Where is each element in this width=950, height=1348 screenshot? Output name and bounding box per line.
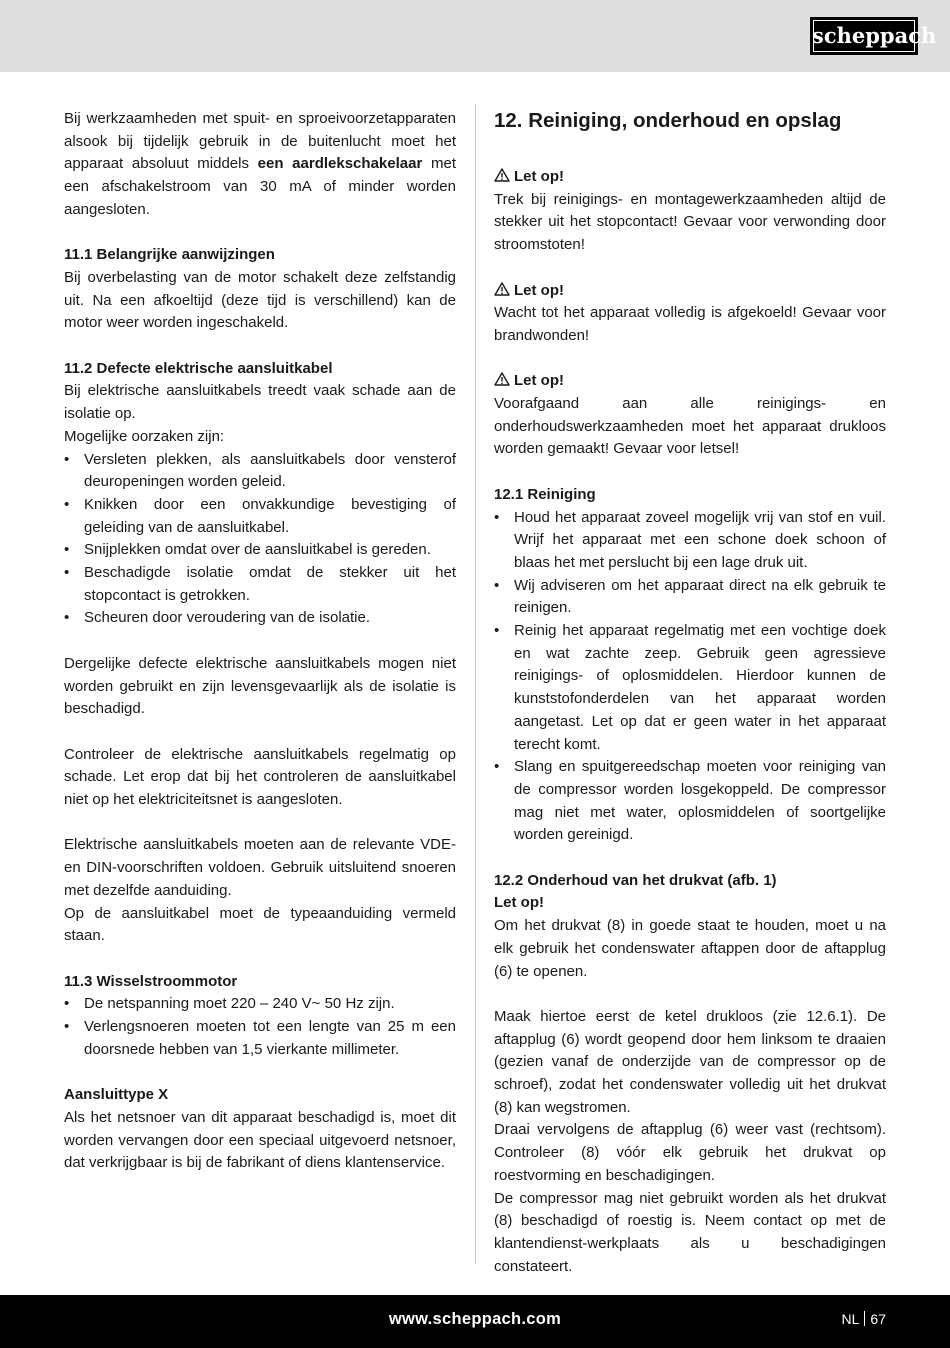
warning-text: Voorafgaand aan alle reinigings- en onderhoudswerkzaamheden moet het apparaat drukloos worden gemaakt! Gevaar voor letsel!: [494, 395, 886, 458]
section-12-2-p2: Maak hiertoe eerst de ketel drukloos (zie 12.6.1). De aftapplug (6) wordt geopend door hem linksom te draaien (gezien vanaf de onderzijde van de compressor op de schroef), zodat het condenswater volledig uit het drukvat (8) kan wegstromen.: [494, 1007, 886, 1116]
section-12-2-title: 12.2 Onderhoud van het drukvat (afb. 1): [494, 871, 777, 889]
warning-text: Trek bij reinigings- en montagewerkzaamheden altijd de stekker uit het stopcontact! Gevaar voor verwonding door stroomstoten!: [494, 190, 886, 254]
cleaning-list: [494, 507, 886, 848]
section-11-1-text: Bij overbelasting van de motor schakelt deze zelfstandig uit. Na een afkoeltijd (deze tijd is verschillend) kan de motor weer worden ingeschakeld.: [64, 268, 456, 332]
section-12-2-p1: Om het drukvat (8) in goede staat te houden, moet u na elk gebruik het condenswater aftappen door de aftapplug (6) te openen.: [494, 917, 886, 980]
intro-paragraph: Bij werkzaamheden met spuit- en sproeivoorzetapparaten alsook bij tijdelijk gebruik in de buitenlucht moet het apparaat absoluut middels een aardlekschakelaar met een afschakelstroom van 30 mA of minder worden aangesloten.: [64, 110, 456, 218]
warning-heading: Let op!: [494, 370, 886, 393]
section-x-text: Als het netsnoer van dit apparaat beschadigd is, moet dit worden vervangen door een speciaal uitgevoerd netsnoer, dat verkrijgbaar is bij de fabrikant of diens klantenservice.: [64, 1108, 456, 1172]
page-number: NL 67: [841, 1311, 886, 1327]
section-12-2-p3: Draai vervolgens de aftapplug (6) weer vast (rechtsom). Controleer (8) vóór elk gebruik het drukvat op roestvorming en beschadigingen.: [494, 1121, 886, 1184]
causes-list: [64, 449, 456, 631]
section-11-2-causes: Mogelijke oorzaken zijn:: [64, 427, 225, 445]
defect-paragraph: Dergelijke defecte elektrische aansluitkabels mogen niet worden gebruikt en zijn levensgevaarlijk als de isolatie is beschadigd.: [64, 654, 456, 718]
motor-list: [64, 993, 456, 1061]
warning-heading: Let op!: [494, 166, 886, 189]
left-column: [64, 108, 456, 1175]
footer-url: www.scheppach.com: [388, 1310, 562, 1328]
section-11-3-title: 11.3 Wisselstroommotor: [64, 972, 238, 990]
control-paragraph: Controleer de elektrische aansluitkabels regelmatig op schade. Let erop dat bij het controleren de aansluitkabel niet op het elektriciteitsnet is aangesloten.: [64, 745, 456, 809]
brand-logo: scheppach: [810, 17, 918, 55]
header-band: [0, 0, 950, 72]
list-item: • Slang en spuitgereedschap moeten voor reiniging van de compressor worden losgekoppeld. De compressor mag niet met water, oplosmiddelen of soortgelijke worden gereinigd.: [494, 758, 886, 844]
section-12-1-title: 12.1 Reiniging: [494, 485, 596, 503]
type-paragraph: Op de aansluitkabel moet de typeaanduiding vermeld staan.: [64, 904, 456, 945]
vde-paragraph: Elektrische aansluitkabels moeten aan de relevante VDE- en DIN-voorschriften voldoen. Gebruik uitsluitend snoeren met dezelfde aanduiding.: [64, 836, 456, 899]
list-item: • Scheuren door veroudering van de isolatie.: [64, 609, 371, 627]
section-11-2-text: Bij elektrische aansluitkabels treedt vaak schade aan de isolatie op.: [64, 382, 456, 423]
warning-triangle-icon: [494, 168, 510, 182]
right-column: [494, 108, 886, 1278]
list-item: • Beschadigde isolatie omdat de stekker uit het stopcontact is getrokken.: [64, 564, 456, 604]
section-12-2-p4: De compressor mag niet gebruikt worden als het drukvat (8) beschadigd of roestig is. Neem contact op met de klantendienst-werkplaats als u beschadigingen constateert.: [494, 1189, 886, 1275]
list-item: • Versleten plekken, als aansluitkabels door vensterof deuropeningen worden geleid.: [64, 450, 456, 491]
list-item: • Snijplekken omdat over de aansluitkabel is gereden.: [64, 541, 431, 559]
list-item: • Reinig het apparaat regelmatig met een vochtige doek en wat zachte zeep. Gebruik geen agressieve reinigings- of oplosmiddelen. Hierdoor kunnen de kunststofonderdelen van het apparaat worden aangetast. Let op dat er geen water in het apparaat terecht komt.: [494, 622, 886, 753]
section-12-2-letop: Let op!: [494, 894, 544, 912]
list-item: • Wij adviseren om het apparaat direct na elk gebruik te reinigen.: [494, 576, 886, 617]
list-item: • De netspanning moet 220 – 240 V~ 50 Hz zijn.: [64, 995, 395, 1013]
list-item: • Verlengsnoeren moeten tot een lengte van 25 m een doorsnede hebben van 1,5 vierkante millimeter.: [64, 1018, 456, 1058]
footer: [0, 1295, 950, 1348]
warning-triangle-icon: [494, 282, 510, 296]
column-divider: [475, 104, 476, 1264]
section-11-1-title: 11.1 Belangrijke aanwijzingen: [64, 246, 275, 264]
warning-text: Wacht tot het apparaat volledig is afgekoeld! Gevaar voor brandwonden!: [494, 304, 886, 344]
section-x-title: Aansluittype X: [64, 1086, 169, 1104]
list-item: • Houd het apparaat zoveel mogelijk vrij van stof en vuil. Wrijf het apparaat met een schone doek schoon of blaas het met perslucht bij een lage druk uit.: [494, 508, 886, 571]
warning-triangle-icon: [494, 372, 510, 386]
section-12-title: 12. Reiniging, onderhoud en opslag: [494, 109, 842, 132]
section-11-2-title: 11.2 Defecte elektrische aansluitkabel: [64, 359, 333, 377]
warning-heading: Let op!: [494, 280, 886, 303]
list-item: • Knikken door een onvakkundige bevestiging of geleiding van de aansluitkabel.: [64, 495, 456, 536]
